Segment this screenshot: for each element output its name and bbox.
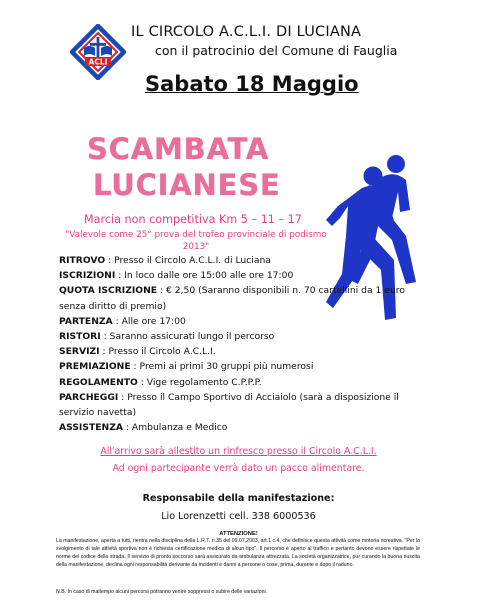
responsible-contact: Lio Lorenzetti cell. 338 6000536 [161,511,316,522]
acli-logo [70,24,126,80]
info-label: PARTENZA [59,315,113,327]
info-servizi [59,344,411,359]
info-text: : Presso il Campo Sportivo di Acciaiolo (sarà a disposizione il servizio navetta) [59,391,399,419]
info-quota [59,283,411,313]
info-regolamento [59,375,411,390]
info-label: SERVIZI [59,346,100,358]
info-label: PREMIAZIONE [59,361,131,373]
info-ristori [59,329,411,344]
arrival-refreshment-note: All'arrivo sarà allestito un rinfresco presso il Circolo A.C.L.I. [100,446,377,457]
info-assistenza [59,420,411,435]
patronage-line: con il patrocinio del Comune di Fauglia [155,43,398,58]
notice-heading: ATTENZIONE! [219,531,258,537]
notice-text: La manifestazione, aperta a tutti, rientra nella disciplina della L.R.T. n.35 del 09.07.2003, art.1 c.4, che definisce questa attività come motoria ricreativa. "Per lo svolgimento di tale attività sportiva non è richiesta certificazione medica di alcun tipo". Il percorso è aperto al traffico e pertanto devono essere rispettate le norme del codice della strada. Il servizio di pronto soccorso sarà assicurato da ambulanza attrezzata. La società organizzatrice, pur curando la buona riuscita della manifestazione, declina ogni responsabilità derivante da incidenti e danni a persone o cose, prima, durante e dopo il raduno. [56,538,420,568]
event-date: Sabato 18 Maggio [145,72,359,96]
info-text: : Presso il Circolo A.C.L.I. [99,346,216,358]
info-text: : Premi ai primi 30 gruppi più numerosi [130,361,314,373]
responsible-label: Responsabile della manifestazione: [142,493,335,504]
info-text: : Saranno assicurati lungo il percorso [100,331,275,343]
info-parcheggi [59,390,411,420]
event-info-list [59,253,411,435]
info-premiazione [59,359,411,374]
info-text: : Alle ore 17:00 [112,315,186,327]
info-text: : € 2,50 (Saranno disponibili n. 70 cartellini da 1 euro senza diritto di premio) [59,285,405,312]
food-package-note: Ad ogni partecipante verrà dato un pacco alimentare. [112,463,365,474]
logo-text: ACLI [88,57,108,67]
info-label: REGOLAMENTO [59,376,138,388]
organizer-title: IL CIRCOLO A.C.L.I. DI LUCIANA [131,24,362,40]
info-text: : In loco dalle ore 15:00 alle ore 17:00 [115,270,294,282]
info-label: ASSISTENZA [59,422,123,434]
info-text: : Presso il Circolo A.C.L.I. di Luciana [105,255,271,266]
event-title-line2: LUCIANESE [93,168,281,202]
trophy-note: "Valevole come 25° prova del trofeo provinciale di podismo 2013" [65,230,327,252]
info-ritrovo [59,253,411,268]
event-subtitle: Marcia non competitiva Km 5 – 11 – 17 [84,213,302,226]
notice-nb: N.B. In caso di maltempo alcuni percorsi potranno venire soppressi o subire delle variazioni. [56,589,268,595]
info-label: PARCHEGGI [59,391,119,403]
info-label: RITROVO [59,255,106,266]
info-label: QUOTA ISCRIZIONE [59,285,158,297]
info-text: : Ambulanza e Medico [122,422,228,434]
info-label: ISCRIZIONI [59,270,116,282]
info-partenza [59,314,411,329]
event-title-line1: SCAMBATA [87,132,270,166]
info-label: RISTORI [59,331,101,343]
info-iscrizioni [59,268,411,283]
info-text: : Vige regolamento C.P.P.P. [137,376,262,388]
